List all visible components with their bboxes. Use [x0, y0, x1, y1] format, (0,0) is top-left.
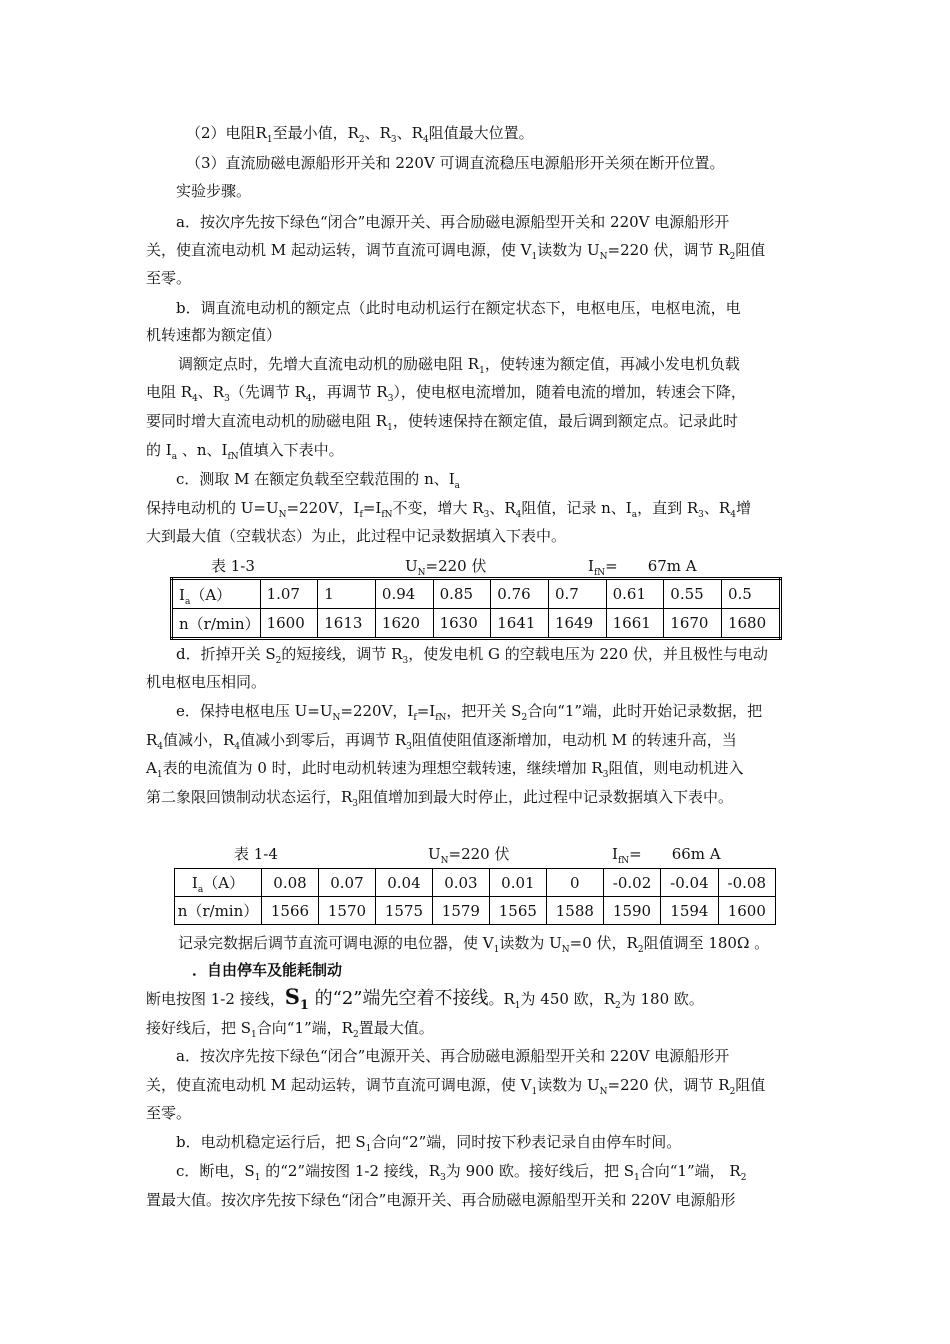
table-cell: 0.03 [432, 869, 489, 897]
table-cell: 0.61 [606, 579, 664, 609]
table-cell: 0.08 [262, 869, 319, 897]
table-ifn-label: $I_{fN}=$ 66m A [612, 845, 721, 866]
section-heading: ．自由停车及能耗制动 [192, 961, 343, 979]
table-cell: 1590 [603, 897, 660, 925]
table-cell: 0.07 [318, 869, 375, 897]
table-cell: 1630 [433, 609, 491, 639]
table-cell: 0.04 [375, 869, 432, 897]
text-line: 调额定点时，先增大直流电动机的励磁电阻 $R_1$，使转速为额定值，再减小发电机负载 [178, 355, 740, 376]
text-line: 保持电动机的 $U=U_N=220V$，$I_f=I_{fN}$不变，增大 $R_3$、$R_4$阻值，记录 n、$I_a$，直到 $R_3$、$R_4$增 [146, 499, 751, 520]
text-line: 记录完数据后调节直流可调电源的电位器，使 $V_1$读数为 $U_N=0$ 伏，$R_2$阻值调至 180Ω 。 [178, 934, 770, 955]
text-line: 大到最大值（空载状态）为止，此过程中记录数据填入下表中。 [146, 527, 567, 545]
table-cell: 1641 [491, 609, 549, 639]
text-line: c．断电，$S_1$ 的“2”端按图 1-2 接线，$R_3$为 900 欧。接好线后，把 $S_1$合向“1”端， $R_2$ [176, 1162, 747, 1183]
table-cell: 1565 [489, 897, 546, 925]
table-cell: 0 [546, 869, 603, 897]
table-un-label: $U_N=220$ 伏 [428, 845, 510, 866]
text-line: a．按次序先按下绿色“闭合”电源开关、再合励磁电源船型开关和 220V 电源船形开 [176, 1047, 730, 1065]
table-cell: 1 [318, 579, 376, 609]
text-line: 接好线后，把 $S_1$合向“1”端，$R_2$置最大值。 [146, 1019, 434, 1040]
data-table-1-4 [174, 868, 776, 925]
table-cell: 1.07 [260, 579, 318, 609]
table-header-cell: n（r/min） [172, 609, 261, 639]
text-line: b．电动机稳定运行后，把 $S_1$合向“2”端，同时按下秒表记录自由停车时间。 [176, 1133, 682, 1154]
table-ifn-label: $I_{fN}=$ 67m A [588, 557, 697, 578]
text-line: 电阻 $R_4$、$R_3$（先调节 $R_4$，再调节 $R_3$），使电枢电流增加，随着电流的增加，转速会下降， [146, 383, 746, 404]
text-line: （2）电阻$R_1$至最小值，$R_2$、$R_3$、$R_4$阻值最大位置。 [186, 124, 534, 145]
table-cell: 0.01 [489, 869, 546, 897]
table-cell: 0.5 [721, 579, 780, 609]
table-cell: 0.55 [664, 579, 722, 609]
table-header-cell: $I_a(A)$ [175, 869, 262, 897]
table-cell: 1680 [721, 609, 780, 639]
text-line: 机电枢电压相同。 [146, 673, 267, 691]
data-table-1-3 [170, 577, 782, 640]
text-line: 实验步骤。 [176, 182, 252, 200]
table-row [175, 869, 776, 897]
text-line: 至零。 [146, 1104, 192, 1122]
text-line: a．按次序先按下绿色“闭合”电源开关、再合励磁电源船型开关和 220V 电源船形开 [176, 213, 730, 231]
table-cell: 1588 [546, 897, 603, 925]
table-cell: 0.85 [433, 579, 491, 609]
text-line: 关，使直流电动机 M 起动运转，调节直流可调电源，使 $V_1$读数为 $U_N=220$ 伏，调节 $R_2$阻值 [146, 1076, 766, 1097]
table-caption: 表 1-3 [211, 557, 255, 575]
table-cell: 1661 [606, 609, 664, 639]
table-cell: 1670 [664, 609, 722, 639]
text-line: $R_4$值减小，$R_4$值减小到零后，再调节 $R_3$阻值使阻值逐渐增加，电动机 M 的转速升高，当 [146, 731, 737, 752]
table-cell: 0.76 [491, 579, 549, 609]
text-line: 机转速都为额定值） [146, 326, 282, 344]
text-line: 第二象限回馈制动状态运行，$R_3$阻值增加到最大时停止，此过程中记录数据填入下表中。 [146, 788, 734, 809]
text-line: d．折掉开关 $S_2$的短接线，调节 $R_3$，使发电机 G 的空载电压为 220 伏，并且极性与电动 [176, 645, 768, 666]
table-cell: 1570 [318, 897, 375, 925]
text-line: 断电按图 1-2 接线，$S_1$ 的“2”端先空着不接线。$R_1$为 450 欧，$R_2$为 180 欧。 [146, 984, 704, 1013]
table-cell: 1600 [260, 609, 318, 639]
table-cell: 1600 [718, 897, 775, 925]
text-line: 至零。 [146, 269, 192, 287]
text-line: e．保持电枢电压 $U=U_N=220V$，$I_f=I_{fN}$，把开关 $S_2$合向“1”端，此时开始记录数据，把 [176, 702, 763, 723]
table-cell: 1575 [375, 897, 432, 925]
table-row [172, 579, 781, 609]
table-cell: 1594 [661, 897, 718, 925]
table-cell: 1649 [548, 609, 606, 639]
text-line: （3）直流励磁电源船形开关和 220V 可调直流稳压电源船形开关须在断开位置。 [186, 154, 725, 172]
text-line: 关，使直流电动机 M 起动运转，调节直流可调电源，使 $V_1$读数为 $U_N=220$ 伏，调节 $R_2$阻值 [146, 241, 766, 262]
text-line: 的 $I_a$ 、n、$I_{fN}$值填入下表中。 [146, 441, 344, 462]
table-header-cell: $I_a(A)$ [172, 579, 261, 609]
table-row [175, 897, 776, 925]
table-cell: 0.94 [375, 579, 433, 609]
text-line: $A_1$表的电流值为 0 时，此时电动机转速为理想空载转速，继续增加 $R_3$阻值，则电动机进入 [146, 759, 744, 780]
table-cell: 1613 [318, 609, 376, 639]
table-un-label: $U_N=220$ 伏 [405, 557, 487, 578]
table-cell: -0.08 [718, 869, 775, 897]
table-header-cell: n（r/min） [175, 897, 262, 925]
text-line: 置最大值。按次序先按下绿色“闭合”电源开关、再合励磁电源船型开关和 220V 电源船形 [146, 1191, 736, 1209]
table-cell: 1620 [375, 609, 433, 639]
table-cell: -0.02 [603, 869, 660, 897]
table-caption: 表 1-4 [234, 845, 278, 863]
table-cell: 0.7 [548, 579, 606, 609]
table-row [172, 609, 781, 639]
text-line: b．调直流电动机的额定点（此时电动机运行在额定状态下，电枢电压，电枢电流，电 [176, 299, 741, 317]
table-cell: 1566 [262, 897, 319, 925]
text-line: c．测取 M 在额定负载至空载范围的 n、$I_a$ [176, 470, 461, 491]
text-line: 要同时增大直流电动机的励磁电阻 $R_1$，使转速保持在额定值，最后调到额定点。记录此时 [146, 412, 738, 433]
table-cell: -0.04 [661, 869, 718, 897]
table-cell: 1579 [432, 897, 489, 925]
